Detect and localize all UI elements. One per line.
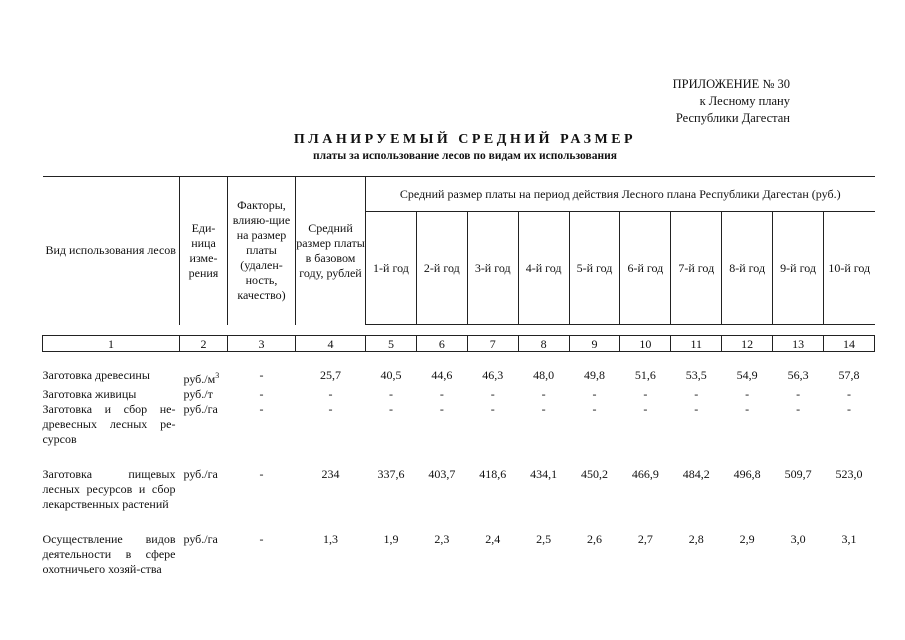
column-number: 2 [180,336,228,352]
year-value-cell: - [592,402,597,416]
year-value-cell: 509,7 [784,467,812,481]
year-value-cell: 418,6 [479,467,507,481]
factor-cell: - [259,387,264,401]
year-value-cell: - [592,387,597,401]
column-number: 11 [671,336,722,352]
year-value-cell: - [541,402,546,416]
year-value-cell: 2,5 [536,532,552,546]
year-value-cell: 496,8 [733,467,761,481]
unit-cell [180,387,228,402]
year-value-cell: - [796,387,801,401]
column-number: 3 [228,336,296,352]
base-fee-cell: 25,7 [320,368,341,382]
year-value-cell: 2,4 [485,532,501,546]
year-value-cell: 53,5 [685,368,707,382]
document-title: ПЛАНИРУЕМЫЙ СРЕДНИЙ РАЗМЕР [293,132,637,147]
year-value-cell: 523,0 [835,467,863,481]
column-number: 14 [824,336,875,352]
header-year-10: 10-й год [824,212,875,325]
unit-cell [180,402,228,467]
table-body [43,368,875,597]
appendix-block [673,76,790,127]
usage-type-cell: Заготовка пищевых лесных ресурсов и сбор лекарственных растений [42,467,176,511]
year-value-cell: 51,6 [634,368,656,382]
header-year-7: 7-й год [671,212,722,325]
usage-type-cell: Заготовка живицы [42,387,137,401]
document-subtitle: платы за использование лесов по видам их использования [313,150,617,162]
year-value-cell: 57,8 [838,368,860,382]
year-value-cell: 3,1 [841,532,857,546]
year-value-cell: - [643,402,648,416]
table-row [43,402,875,467]
table-row [43,368,875,387]
column-number: 7 [467,336,518,352]
usage-type-cell: Заготовка древесины [42,368,150,382]
year-value-cell: - [847,402,851,416]
unit-cell [180,368,228,387]
year-value-cell: 466,9 [631,467,659,481]
header-year-2: 2-й год [416,212,467,325]
year-value-cell: 3,0 [790,532,806,546]
fee-table [42,176,875,597]
year-value-cell: 2,8 [688,532,704,546]
usage-type-cell: Осуществление видов деятельности в сфере охотничьего хозяй-ства [42,532,176,576]
unit-superscript: 3 [215,371,220,380]
year-value-cell: - [796,402,801,416]
year-value-cell: 434,1 [530,467,558,481]
header-year-9: 9-й год [773,212,824,325]
year-value-cell: - [439,387,444,401]
base-fee-cell: - [328,387,333,401]
header-unit: Еди-ница изме-рения [180,177,228,325]
year-value-cell: 2,3 [434,532,450,546]
year-value-cell: - [541,387,546,401]
table-row [43,467,875,532]
year-value-cell: 2,6 [587,532,602,546]
year-value-cell: - [745,402,750,416]
factor-cell: - [259,368,264,382]
column-number: 4 [296,336,366,352]
year-value-cell: 56,3 [787,368,809,382]
year-value-cell: - [694,402,699,416]
header-usage-type: Вид использования лесов [43,177,180,325]
appendix-line-3: Республики Дагестан [675,111,790,125]
appendix-line-2: к Лесному плану [699,94,790,108]
unit-text: руб./га [183,467,218,481]
usage-type-cell: Заготовка и сбор не-древесных лесных ре-сурсов [42,402,176,446]
factor-cell: - [259,467,264,481]
year-value-cell: 48,0 [533,368,555,382]
year-value-cell: 403,7 [428,467,456,481]
year-value-cell: - [694,387,699,401]
column-number: 12 [722,336,773,352]
base-fee-cell: 234 [321,467,340,481]
column-number: 13 [773,336,824,352]
year-value-cell: - [439,402,444,416]
unit-text: руб./т [183,387,213,401]
header-year-8: 8-й год [722,212,773,325]
year-value-cell: 44,6 [431,368,453,382]
year-value-cell: - [847,387,851,401]
year-value-cell: - [745,387,750,401]
unit-cell [180,467,228,532]
year-value-cell: 484,2 [682,467,710,481]
column-number: 6 [416,336,467,352]
column-number: 8 [518,336,569,352]
year-value-cell: 450,2 [581,467,608,481]
year-value-cell: 49,8 [584,368,605,382]
year-value-cell: 337,6 [377,467,405,481]
unit-cell [180,532,228,597]
header-year-5: 5-й год [569,212,620,325]
year-value-cell: 46,3 [482,368,504,382]
column-number: 1 [43,336,180,352]
header-factors: Факторы, влияю-щие на размер платы (удален-ность, качество) [228,177,296,325]
column-number: 5 [366,336,417,352]
year-value-cell: - [388,402,393,416]
base-fee-cell: 1,3 [323,532,338,546]
factor-cell: - [259,402,264,416]
column-number: 9 [569,336,620,352]
column-number: 10 [620,336,671,352]
year-value-cell: 2,9 [739,532,755,546]
header-year-6: 6-й год [620,212,671,325]
table-header [43,177,875,325]
base-fee-cell: - [328,402,333,416]
year-value-cell: 54,9 [736,368,758,382]
table-row [43,387,875,402]
year-value-cell: 40,5 [380,368,402,382]
unit-text: руб./га [183,532,218,546]
year-value-cell: - [388,387,393,401]
factor-cell: - [259,532,264,546]
unit-text: руб./м [183,372,216,386]
year-value-cell: - [490,402,495,416]
year-value-cell: - [643,387,648,401]
unit-text: руб./га [183,402,218,416]
table-row [43,532,875,597]
header-year-3: 3-й год [467,212,518,325]
year-value-cell: - [490,387,495,401]
header-year-1: 1-й год [366,212,417,325]
year-value-cell: 2,7 [637,532,653,546]
header-base-fee: Средний размер платы в базовом году, рублей [296,177,366,325]
header-year-4: 4-й год [518,212,569,325]
header-period: Средний размер платы на период действия Лесного плана Республики Дагестан (руб.) [366,177,875,212]
year-value-cell: 1,9 [383,532,399,546]
appendix-line-1: ПРИЛОЖЕНИЕ № 30 [672,77,790,91]
